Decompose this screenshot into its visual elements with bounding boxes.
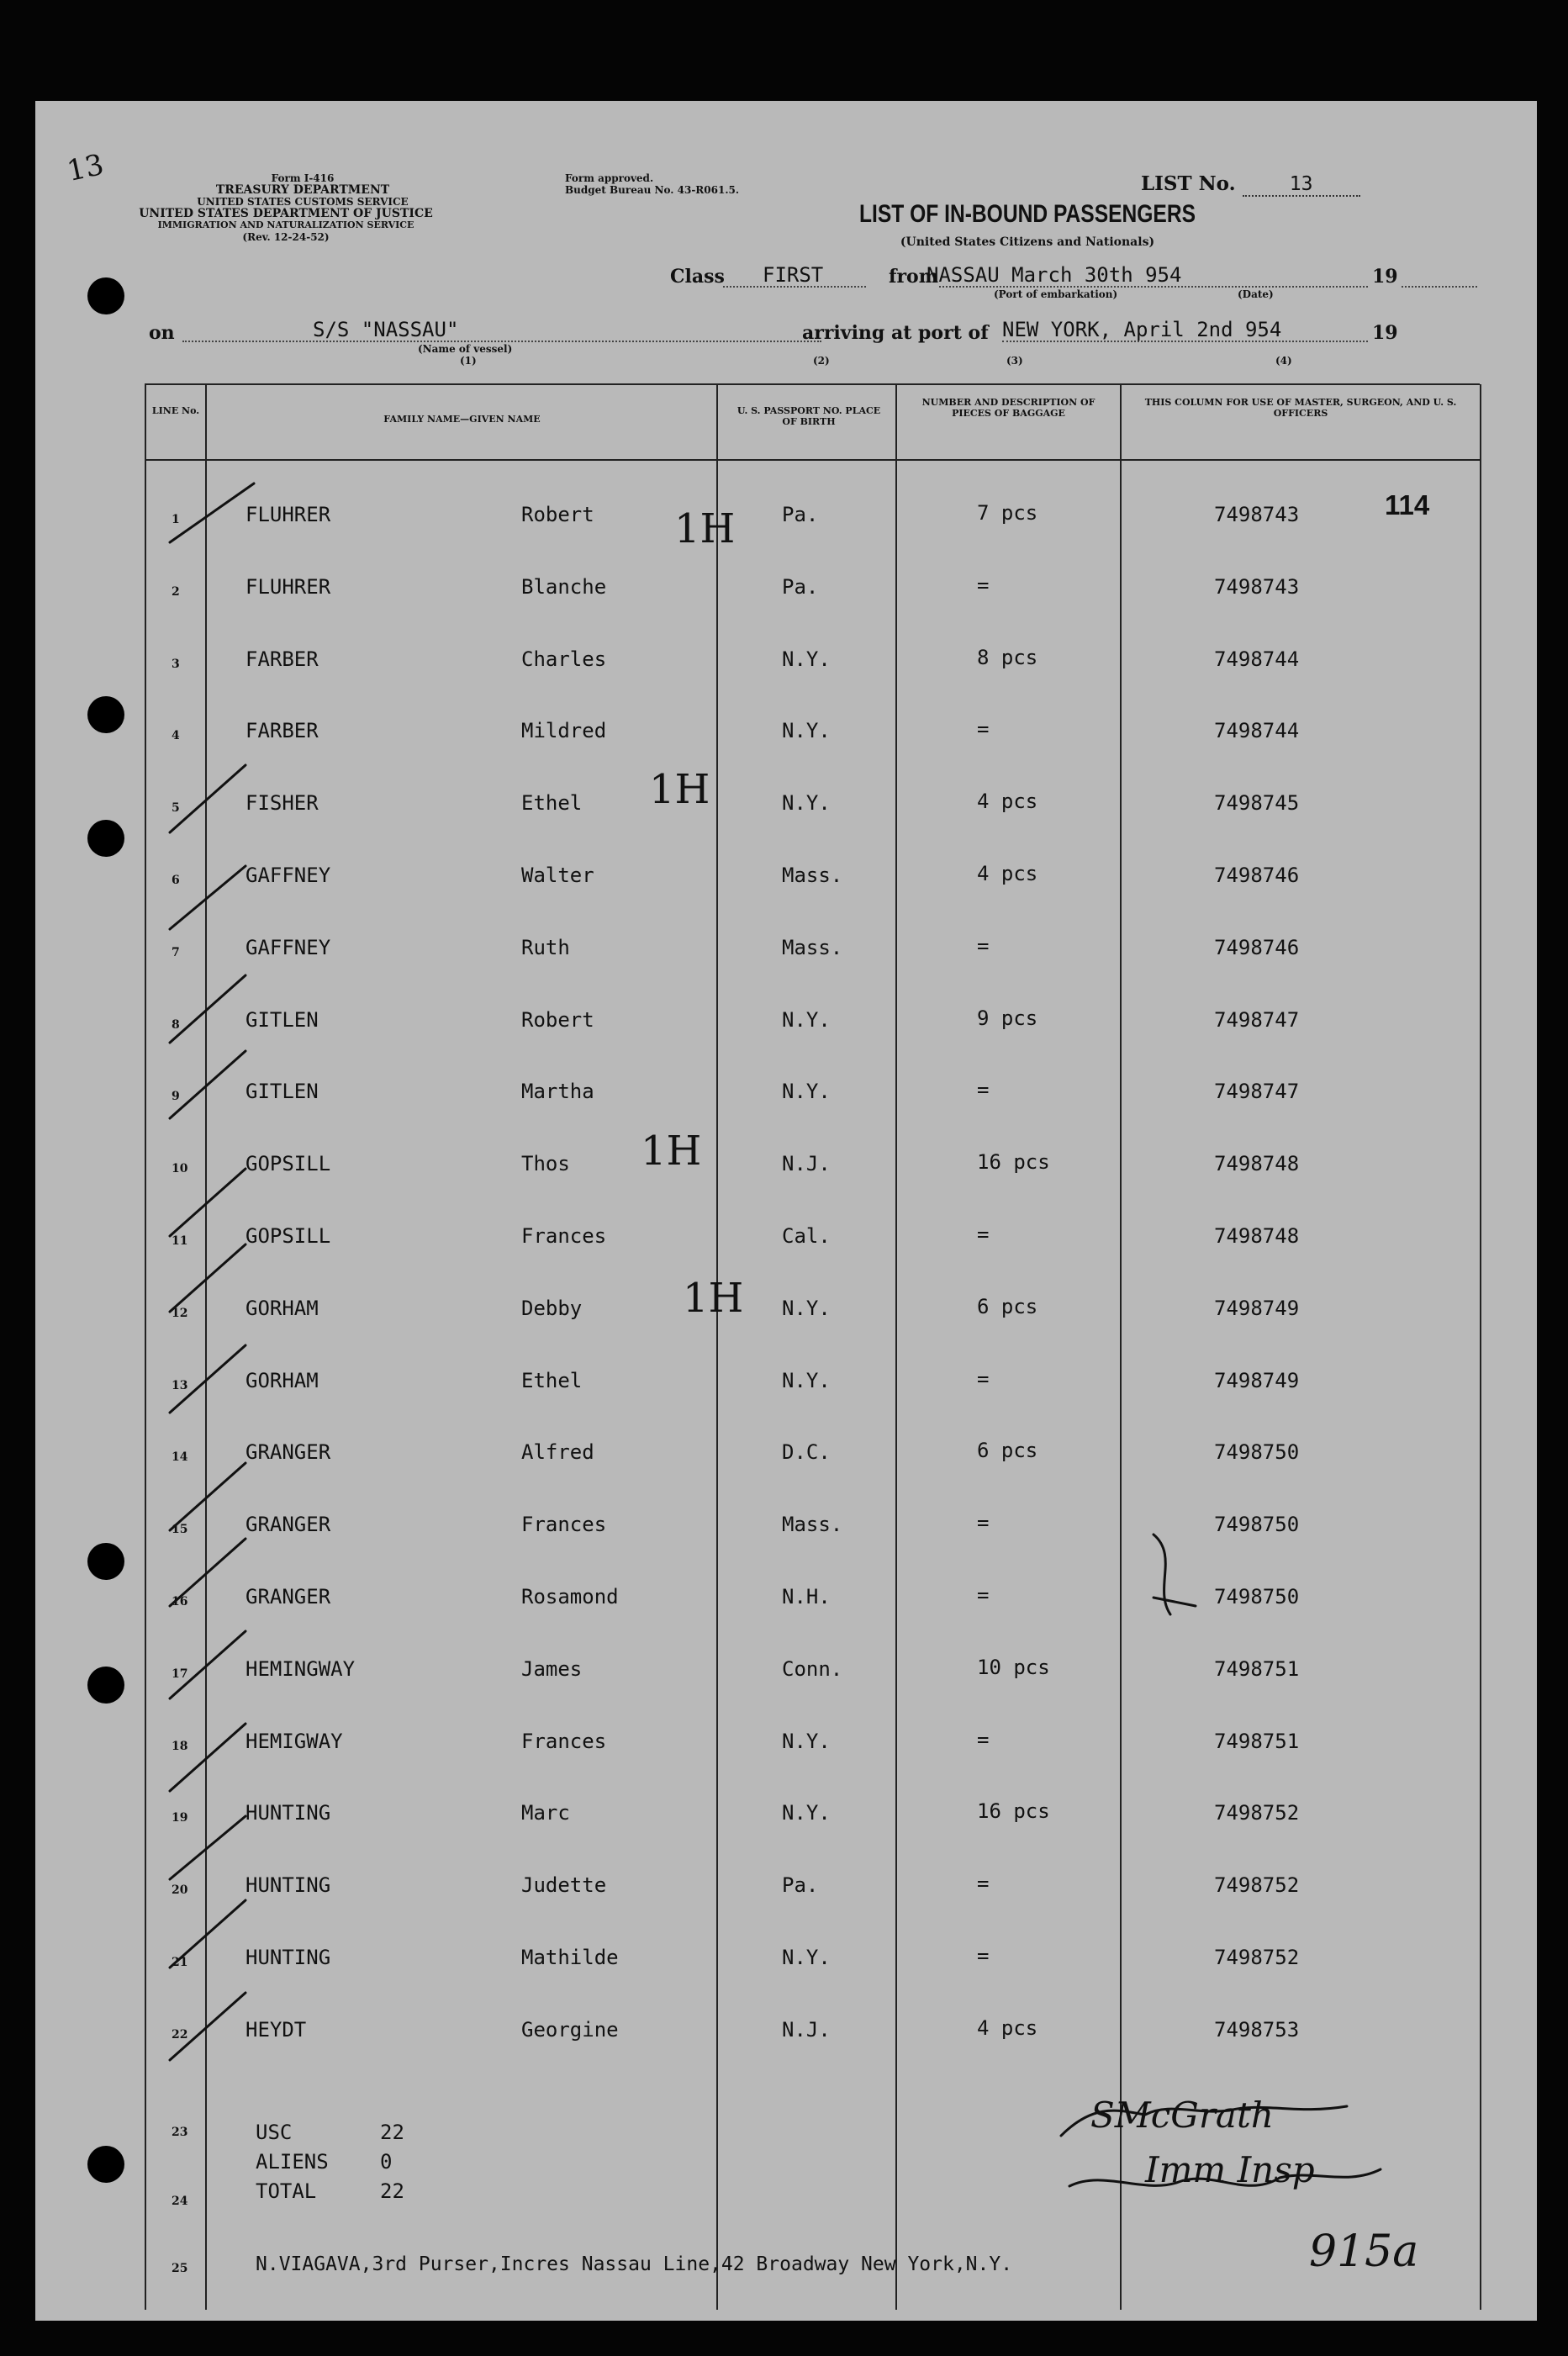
place-of-birth: N.Y.: [782, 719, 831, 743]
baggage-count: 10 pcs: [977, 1655, 1050, 1679]
treasury-department: TREASURY DEPARTMENT: [215, 183, 390, 197]
date-caption: (Date): [1238, 288, 1274, 300]
baggage-count: =: [977, 1872, 990, 1896]
place-of-birth: Mass.: [782, 935, 843, 959]
given-name: Frances: [521, 1513, 607, 1537]
passport-number: 7498751: [1214, 1656, 1300, 1681]
given-name: Alfred: [521, 1440, 594, 1465]
passport-number: 7498746: [1214, 864, 1300, 887]
family-name: HEMIGWAY: [245, 1729, 343, 1753]
given-name: Walter: [521, 864, 594, 887]
family-name: HUNTING: [245, 1873, 331, 1898]
corner-handwritten-number: 13: [64, 147, 107, 189]
place-of-birth: N.J.: [782, 2017, 831, 2042]
baggage-count: 4 pcs: [977, 790, 1038, 814]
family-name: HUNTING: [245, 1801, 331, 1825]
place-of-birth: Conn.: [782, 1656, 843, 1681]
place-of-birth: D.C.: [782, 1440, 831, 1465]
passport-number: 7498744: [1214, 647, 1300, 671]
column-header-name: FAMILY NAME—GIVEN NAME: [383, 414, 541, 425]
family-name: HUNTING: [245, 1946, 331, 1969]
inspector-title: Imm Insp: [1145, 2149, 1315, 2190]
passport-number: 7498748: [1214, 1224, 1300, 1248]
from-value: NASSAU March 30th 954: [927, 263, 1182, 287]
given-name: Charles: [521, 647, 607, 671]
baggage-count: 4 pcs: [977, 862, 1038, 885]
passport-number: 7498750: [1214, 1585, 1300, 1609]
baggage-count: 16 pcs: [977, 1799, 1050, 1824]
caption-number-4: (4): [1275, 355, 1292, 367]
place-of-birth: N.Y.: [782, 1801, 831, 1825]
line-number: 4: [172, 729, 180, 743]
given-name: Marc: [521, 1801, 570, 1825]
place-of-birth: Mass.: [782, 864, 843, 887]
given-name: Frances: [521, 1729, 607, 1753]
totals-aliens-label: ALIENS: [256, 2150, 329, 2174]
place-of-birth: N.Y.: [782, 1946, 831, 1969]
port-embarkation-caption: (Port of embarkation): [994, 288, 1118, 300]
column-header-line: LINE No.: [151, 405, 200, 416]
place-of-birth: Mass.: [782, 1513, 843, 1537]
caption-number-3: (3): [1006, 355, 1023, 367]
punch-hole: [87, 2146, 124, 2183]
given-name: Martha: [521, 1080, 594, 1104]
family-name: GOPSILL: [245, 1152, 331, 1176]
family-name: GORHAM: [245, 1296, 319, 1320]
given-name: Thos: [521, 1152, 570, 1176]
initials-mark: 1H: [674, 505, 736, 552]
on-label: on: [149, 322, 175, 344]
line-number: 20: [172, 1883, 188, 1898]
line-number: 7: [172, 945, 180, 959]
place-of-birth: N.Y.: [782, 647, 831, 671]
manifest-page: [35, 101, 1537, 2321]
punch-hole: [87, 277, 124, 314]
line-number: 10: [172, 1162, 188, 1176]
place-of-birth: N.Y.: [782, 1080, 831, 1104]
baggage-count: =: [977, 1727, 990, 1751]
totals-total-label: TOTAL: [256, 2179, 317, 2203]
from-label: from: [889, 266, 939, 288]
place-of-birth: Pa.: [782, 574, 819, 599]
line-number: 11: [172, 1234, 188, 1248]
caption-number-2: (2): [813, 355, 830, 367]
baggage-count: =: [977, 1078, 990, 1102]
family-name: GORHAM: [245, 1368, 319, 1392]
passport-number: 7498752: [1214, 1801, 1300, 1825]
baggage-count: =: [977, 1944, 990, 1968]
family-name: GRANGER: [245, 1440, 331, 1465]
form-subtitle: (United States Citizens and Nationals): [900, 235, 1155, 249]
vessel-caption: (Name of vessel): [418, 343, 513, 355]
family-name: GITLEN: [245, 1080, 319, 1104]
totals-usc-value: 22: [380, 2121, 404, 2144]
line-number: 1: [172, 513, 180, 526]
given-name: Mathilde: [521, 1946, 619, 1969]
line-number: 8: [172, 1017, 180, 1032]
family-name: HEMINGWAY: [245, 1656, 356, 1681]
given-name: Robert: [521, 503, 594, 526]
given-name: Debby: [521, 1296, 583, 1320]
totals-aliens-value: 0: [380, 2150, 393, 2174]
agency-header: [135, 172, 437, 243]
line-number: 14: [172, 1450, 188, 1465]
passport-number: 7498752: [1214, 1946, 1300, 1969]
passport-number: 7498745: [1214, 791, 1300, 816]
family-name: GOPSILL: [245, 1224, 331, 1248]
place-of-birth: N.Y.: [782, 1007, 831, 1032]
family-name: GAFFNEY: [245, 864, 331, 887]
given-name: James: [521, 1656, 583, 1681]
list-number-field: [1141, 172, 1360, 197]
line-number: 17: [172, 1667, 188, 1681]
passport-number: 7498743: [1214, 503, 1300, 526]
place-of-birth: N.Y.: [782, 1729, 831, 1753]
arrival-year-label: 19: [1372, 322, 1398, 344]
given-name: Ruth: [521, 935, 570, 959]
place-of-birth: N.J.: [782, 1152, 831, 1176]
line-number: 6: [172, 874, 180, 887]
family-name: GAFFNEY: [245, 935, 331, 959]
purser-footer: N.VIAGAVA,3rd Purser,Incres Nassau Line,42 Broadway New York,N.Y.: [256, 2253, 1013, 2275]
passport-number: 7498749: [1214, 1296, 1300, 1320]
given-name: Frances: [521, 1224, 607, 1248]
family-name: HEYDT: [245, 2017, 307, 2042]
place-of-birth: N.Y.: [782, 1296, 831, 1320]
baggage-count: 6 pcs: [977, 1294, 1038, 1318]
family-name: FARBER: [245, 719, 319, 743]
arriving-label: arriving at port of: [802, 322, 989, 344]
punch-hole: [87, 1667, 124, 1704]
form-title: LIST OF IN-BOUND PASSENGERS: [858, 200, 1196, 228]
list-number-value: 13: [1243, 173, 1360, 197]
line-number: 23: [172, 2126, 188, 2139]
punch-hole: [87, 1543, 124, 1580]
given-name: Ethel: [521, 1368, 583, 1392]
baggage-count: =: [977, 1223, 990, 1246]
column-header-baggage: NUMBER AND DESCRIPTION OF PIECES OF BAGGAGE: [921, 397, 1095, 419]
caption-number-1: (1): [460, 355, 477, 367]
handwritten-code: 915a: [1309, 2227, 1419, 2277]
baggage-count: =: [977, 717, 990, 742]
baggage-count: =: [977, 1366, 990, 1391]
line-number: 16: [172, 1595, 188, 1609]
line-number: 15: [172, 1523, 188, 1537]
baggage-count: =: [977, 1583, 990, 1607]
form-revision: (Rev. 12-24-52): [242, 231, 330, 243]
line-number: 19: [172, 1811, 188, 1825]
place-of-birth: Pa.: [782, 1873, 819, 1898]
place-of-birth: N.H.: [782, 1585, 831, 1609]
inspector-signature: SMcGrath: [1090, 2095, 1274, 2136]
family-name: GRANGER: [245, 1585, 331, 1609]
form-number: Form I-416: [271, 172, 335, 184]
customs-service: UNITED STATES CUSTOMS SERVICE: [197, 196, 409, 208]
given-name: Blanche: [521, 574, 607, 599]
given-name: Robert: [521, 1007, 594, 1032]
initials-mark: 1H: [683, 1275, 744, 1322]
arrival-value: NEW YORK, April 2nd 954: [1002, 318, 1282, 341]
place-of-birth: Pa.: [782, 503, 819, 526]
baggage-count: 8 pcs: [977, 645, 1038, 669]
form-approval: [565, 172, 750, 196]
line-number: 21: [172, 1956, 188, 1969]
passport-number: 7498750: [1214, 1513, 1300, 1537]
baggage-count: 16 pcs: [977, 1150, 1050, 1175]
passport-number: 7498744: [1214, 719, 1300, 743]
department-of-justice: UNITED STATES DEPARTMENT OF JUSTICE: [139, 207, 433, 220]
passport-number: 7498751: [1214, 1729, 1300, 1753]
passport-number: 7498747: [1214, 1080, 1300, 1104]
column-header-passport: U. S. PASSPORT NO. PLACE OF BIRTH: [736, 405, 881, 427]
class-label: Class: [670, 266, 725, 288]
class-value: FIRST: [763, 263, 824, 287]
baggage-count: =: [977, 1511, 990, 1535]
punch-hole: [87, 820, 124, 857]
list-number-label: LIST No.: [1141, 172, 1236, 195]
column-header-officers: THIS COLUMN FOR USE OF MASTER, SURGEON, AND U. S. OFFICERS: [1144, 397, 1457, 419]
line-number: 5: [172, 801, 180, 816]
line-number: 24: [172, 2195, 188, 2208]
passport-number: 7498743: [1214, 574, 1300, 599]
baggage-count: 7 pcs: [977, 501, 1038, 525]
place-of-birth: Cal.: [782, 1224, 831, 1248]
place-of-birth: N.Y.: [782, 791, 831, 816]
vessel-name: S/S "NASSAU": [313, 318, 459, 341]
line-number: 13: [172, 1378, 188, 1392]
page-number: 114: [1385, 489, 1430, 520]
family-name: GITLEN: [245, 1007, 319, 1032]
passport-number: 7498746: [1214, 935, 1300, 959]
totals-total-value: 22: [380, 2179, 404, 2203]
baggage-count: 6 pcs: [977, 1439, 1038, 1463]
immigration-service: IMMIGRATION AND NATURALIZATION SERVICE: [157, 219, 414, 230]
baggage-count: =: [977, 933, 990, 958]
family-name: GRANGER: [245, 1513, 331, 1537]
line-number: 9: [172, 1090, 180, 1104]
punch-hole: [87, 696, 124, 733]
family-name: FISHER: [245, 791, 319, 816]
line-number: 2: [172, 584, 180, 599]
place-of-birth: N.Y.: [782, 1368, 831, 1392]
given-name: Mildred: [521, 719, 607, 743]
form-approved: Form approved.: [565, 172, 654, 184]
given-name: Judette: [521, 1873, 607, 1898]
given-name: Georgine: [521, 2017, 619, 2042]
given-name: Ethel: [521, 791, 583, 816]
given-name: Rosamond: [521, 1585, 619, 1609]
passport-number: 7498748: [1214, 1152, 1300, 1176]
passport-number: 7498753: [1214, 2017, 1300, 2042]
family-name: FARBER: [245, 647, 319, 671]
passport-number: 7498750: [1214, 1440, 1300, 1465]
family-name: FLUHRER: [245, 574, 331, 599]
initials-mark: 1H: [649, 766, 710, 813]
budget-bureau-number: Budget Bureau No. 43-R061.5.: [565, 184, 740, 196]
baggage-count: =: [977, 573, 990, 597]
baggage-count: 9 pcs: [977, 1006, 1038, 1030]
line-number: 12: [172, 1306, 188, 1320]
line-number: 3: [172, 657, 180, 671]
initials-mark: 1H: [641, 1128, 702, 1175]
year-label: 19: [1372, 266, 1398, 288]
passport-number: 7498752: [1214, 1873, 1300, 1898]
family-name: FLUHRER: [245, 503, 331, 526]
handwriting-overlay: [35, 101, 1537, 2321]
baggage-count: 4 pcs: [977, 2015, 1038, 2040]
passport-number: 7498747: [1214, 1007, 1300, 1032]
totals-usc-label: USC: [256, 2121, 293, 2144]
passport-number: 7498749: [1214, 1368, 1300, 1392]
line-number: 25: [172, 2262, 188, 2275]
line-number: 18: [172, 1739, 188, 1753]
line-number: 22: [172, 2027, 188, 2042]
